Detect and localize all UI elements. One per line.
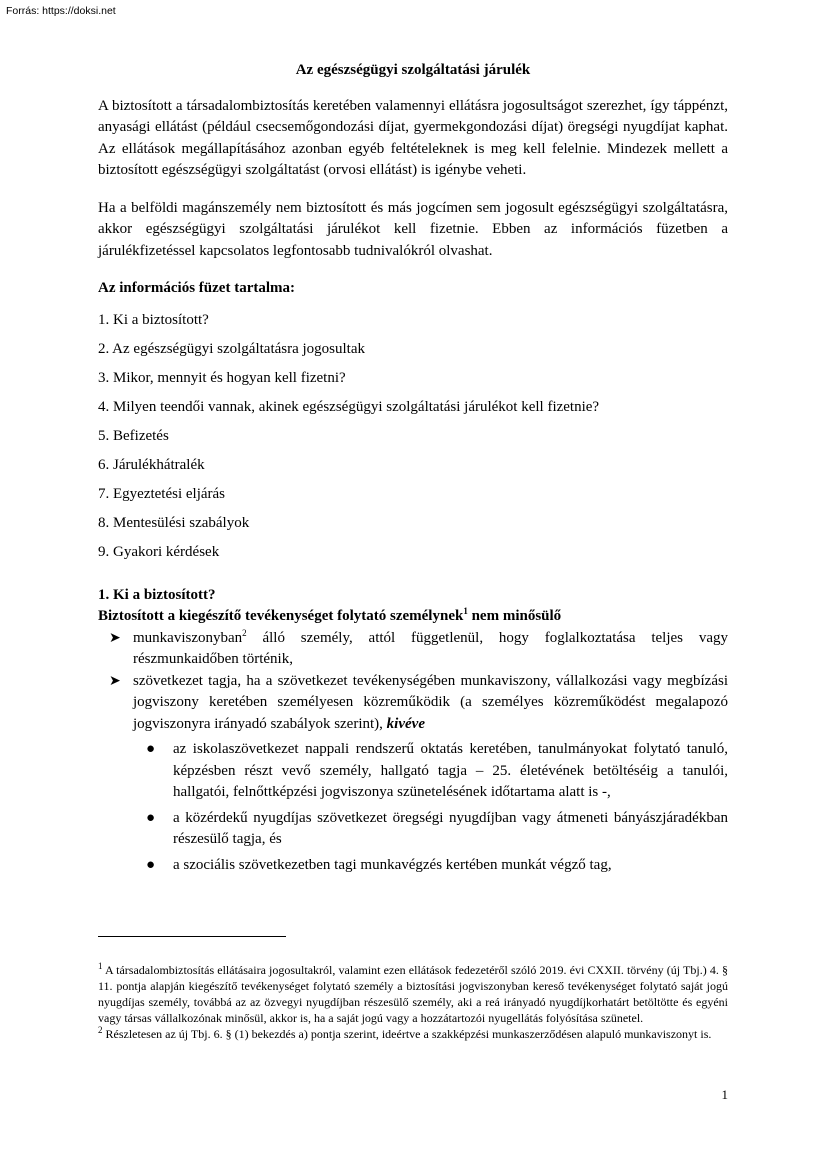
toc-heading: Az információs füzet tartalma: [98, 280, 296, 296]
toc-item: 2. Az egészségügyi szolgáltatásra jogosultak [98, 340, 366, 357]
round-bullet-icon: ● [146, 741, 156, 757]
footnote-mark: 2 [98, 1025, 103, 1035]
item-emphasis: kivéve [386, 715, 425, 732]
round-bullet-icon: ● [146, 809, 156, 826]
intro-paragraph-2: Ha a belföldi magánszemély nem biztosított és más jogcímen sem jogosult egészségügyi szolgáltatásra, akkor egészségügyi szolgáltatási járulékot kell fizetnie. Ebben az információs füzetben a járulékfizetéssel kapcsolatos legfontosabb tudnivalókról olvashat. [98, 199, 728, 259]
document-title: Az egészségügyi szolgáltatási járulék [295, 62, 531, 78]
item-text: szövetkezet tagja, ha a szövetkezet tevékenységében munkaviszony, vállalkozási vagy megbízási jogviszony keretében személyesen közreműködik (a személyes közreműködést megalapozó jogviszonyra irányadó szabályok szerint), [133, 672, 728, 732]
page-number: 1 [721, 1087, 728, 1102]
toc-item: 7. Egyeztetési eljárás [98, 485, 226, 502]
subheading-text-end: nem minősülő [467, 608, 562, 624]
toc-item: 3. Mikor, mennyit és hogyan kell fizetni? [98, 369, 346, 386]
arrow-bullet-icon: ➤ [109, 630, 121, 646]
list-item [133, 808, 728, 851]
toc-item: 8. Mentesülési szabályok [98, 514, 250, 531]
footnote-text: Részletesen az új Tbj. 6. § (1) bekezdés a) pontja szerint, ideértve a szakképzési munkaszerződésen alapuló munkaviszonyt is. [102, 1027, 712, 1041]
round-bullet-icon: ● [146, 856, 156, 873]
insured-list [98, 628, 728, 877]
item-text: munkaviszonyban [133, 629, 243, 646]
list-item [98, 671, 728, 877]
section-1-subheading [98, 606, 728, 628]
document-page [98, 60, 728, 880]
section-1-title: 1. Ki a biztosított? [98, 586, 216, 603]
exception-list [133, 739, 728, 876]
toc-item: 5. Befizetés [98, 427, 169, 444]
footnote-mark: 1 [98, 961, 103, 971]
list-item [133, 739, 728, 804]
footnote-divider [98, 936, 286, 937]
subheading-text: Biztosított a kiegészítő tevékenységet folytató személynek [98, 608, 464, 624]
toc-item: 1. Ki a biztosított? [98, 311, 209, 328]
list-item [98, 628, 728, 671]
toc-list [98, 306, 728, 567]
footnotes [98, 962, 728, 1042]
intro-paragraph-1: A biztosított a társadalombiztosítás keretében valamennyi ellátásra jogosultságot szerezhet, így táppénzt, anyasági ellátást (például csecsemőgondozási díjat, gyermekgondozási díjat) öregségi nyugdíjat kaphat. Az ellátások megállapításához azonban egyéb feltételeknek is meg kell felelnie. Mindezek mellett a biztosított egészségügyi szolgáltatást (orvosi ellátást) is igénybe veheti. [98, 97, 728, 178]
footnote-1 [98, 962, 728, 1026]
item-text-end: álló személy, attól függetlenül, hogy foglalkoztatása teljes vagy részmunkaidőben történik, [133, 629, 728, 667]
footnote-text: A társadalombiztosítás ellátásaira jogosultakról, valamint ezen ellátások fedezetéről szóló 2019. évi CXXII. törvény (új Tbj.) 4. § 11. pontja alapján kiegészítő tevékenységet folytató személy a biztosítási jogviszonyban kereső tevékenységet folytató saját jogú nyugdíjas személy, továbbá az az özvegyi nyugdíjban részesülő személy, aki a reá irányadó nyugdíjkorhatárt betöltötte és egyéni vagy társas vállalkozónak minősül, akkor is, ha a saját jogú vagy a hozzátartozói nyugellátás folyósítása szünetel. [98, 963, 728, 1025]
bullet-text: a szociális szövetkezetben tagi munkavégzés kertében munkát végző tag, [173, 856, 612, 873]
arrow-bullet-icon: ➤ [109, 673, 121, 689]
toc-item: 4. Milyen teendői vannak, akinek egészségügyi szolgáltatási járulékot kell fizetnie? [98, 398, 600, 415]
toc-item: 6. Járulékhátralék [98, 456, 205, 473]
footnote-ref-2: 2 [242, 627, 247, 638]
bullet-text: az iskolaszövetkezet nappali rendszerű oktatás keretében, tanulmányokat folytató tanuló, képzésben részt vevő személy, hallgató tagja – 25. életévének betöltéséig a tanulói, hallgatói, felnőttképzési jogviszonya szünetelésének időtartama alatt is -, [173, 741, 728, 800]
list-item [133, 855, 728, 877]
bullet-text: a közérdekű nyugdíjas szövetkezet öregségi nyugdíjban vagy átmeneti bányászjáradékban részesülő tagja, és [173, 809, 728, 847]
source-label: Forrás: https://doksi.net [6, 5, 116, 17]
footnote-ref-1: 1 [463, 606, 468, 616]
toc-item: 9. Gyakori kérdések [98, 543, 220, 560]
footnote-2 [98, 1026, 728, 1042]
